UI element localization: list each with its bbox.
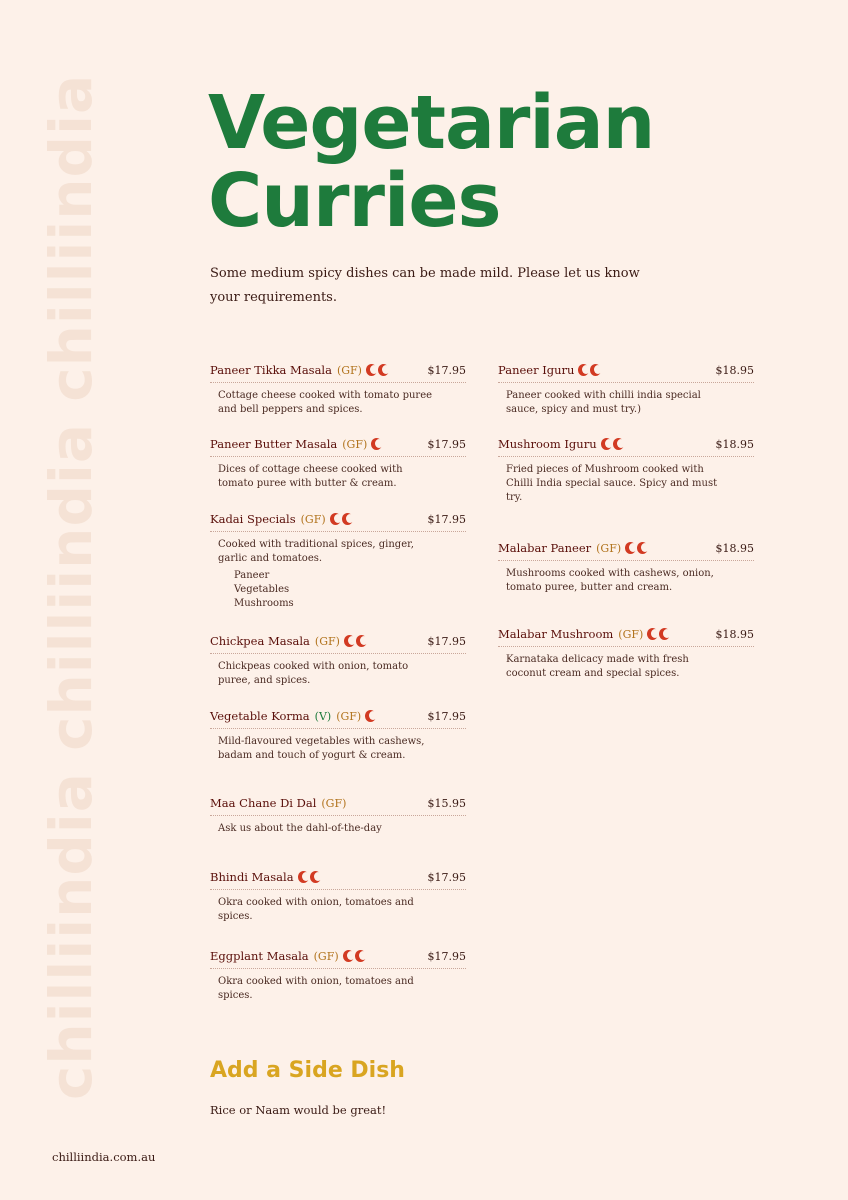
menu-item-title: [210, 437, 383, 451]
dish-description: [210, 389, 438, 417]
menu-item-title: [210, 870, 322, 884]
menu-item-header: [210, 708, 466, 729]
dish-description: [498, 567, 726, 595]
chilli-icon: [625, 542, 636, 554]
chilli-icon: [343, 950, 354, 962]
spice-level: [601, 438, 625, 450]
menu-item-header: [210, 436, 466, 457]
menu-item: [210, 795, 466, 836]
menu-item-title: [210, 949, 367, 963]
gluten-free-tag: (GF): [336, 709, 362, 723]
dish-name: Kadai Specials: [210, 512, 296, 526]
chilli-icon: [365, 710, 376, 722]
menu-item-header: [498, 626, 754, 647]
dish-description: [210, 896, 438, 924]
dish-name: Chickpea Masala: [210, 634, 310, 648]
chilli-icon: [342, 513, 353, 525]
side-dish-text: Rice or Naam would be great!: [210, 1103, 387, 1117]
chilli-icon: [344, 635, 355, 647]
dish-description-text: Karnataka delicacy made with fresh coconut cream and special spices.: [506, 654, 689, 679]
dish-price: $17.95: [427, 870, 466, 884]
dish-description: [498, 653, 726, 681]
website-link[interactable]: chilliindia.com.au: [52, 1150, 156, 1164]
dish-name: Bhindi Masala: [210, 870, 294, 884]
menu-item: [210, 633, 466, 688]
menu-item-title: [210, 363, 390, 377]
gluten-free-tag: (GF): [342, 437, 368, 451]
option-list: [234, 569, 438, 611]
dish-name: Eggplant Masala: [210, 949, 309, 963]
side-dish-heading: Add a Side Dish: [210, 1058, 405, 1083]
gluten-free-tag: (GF): [336, 363, 362, 377]
menu-item-header: [210, 795, 466, 816]
menu-item-header: [498, 362, 754, 383]
intro-text: Some medium spicy dishes can be made mild. Please let us know your requirements.: [210, 266, 640, 305]
dish-price: $17.95: [427, 512, 466, 526]
dish-description: [210, 660, 438, 688]
spice-level: [343, 950, 367, 962]
menu-item: [498, 626, 754, 681]
menu-item-header: [498, 540, 754, 561]
menu-item: [498, 540, 754, 595]
dish-price: $17.95: [427, 363, 466, 377]
chilli-icon: [330, 513, 341, 525]
spice-level: [371, 438, 383, 450]
dish-description-text: Okra cooked with onion, tomatoes and spices.: [218, 897, 414, 922]
menu-item-header: [210, 362, 466, 383]
menu-item-title: [498, 437, 625, 451]
vegan-tag: (V): [314, 709, 332, 723]
chilli-icon: [366, 364, 377, 376]
gluten-free-tag: (GF): [300, 512, 326, 526]
dish-description-text: Okra cooked with onion, tomatoes and spices.: [218, 976, 414, 1001]
chilli-icon: [355, 950, 366, 962]
menu-item-title: [498, 541, 649, 555]
chilli-icon: [647, 628, 658, 640]
dish-description-text: Mushrooms cooked with cashews, onion, tomato puree, butter and cream.: [506, 568, 714, 593]
menu-item-title: [210, 709, 377, 723]
menu-item: [210, 708, 466, 763]
menu-item-title: [210, 796, 346, 810]
spice-level: [647, 628, 671, 640]
spice-level: [366, 364, 390, 376]
menu-item: [210, 869, 466, 924]
menu-item: [498, 362, 754, 417]
option-item: Mushrooms: [234, 598, 294, 609]
dish-name: Paneer Tikka Masala: [210, 363, 332, 377]
menu-item-title: [498, 627, 671, 641]
dish-name: Paneer Iguru: [498, 363, 575, 377]
chilli-icon: [356, 635, 367, 647]
gluten-free-tag: (GF): [321, 796, 347, 810]
gluten-free-tag: (GF): [618, 627, 644, 641]
dish-price: $17.95: [427, 634, 466, 648]
gluten-free-tag: (GF): [596, 541, 622, 555]
dish-description: [210, 822, 438, 836]
spice-level: [330, 513, 354, 525]
dish-name: Vegetable Korma: [210, 709, 310, 723]
dish-price: $17.95: [427, 437, 466, 451]
spice-level: [344, 635, 368, 647]
dish-description: [498, 463, 726, 505]
dish-price: $17.95: [427, 709, 466, 723]
dish-description: [210, 538, 438, 611]
chilli-icon: [637, 542, 648, 554]
dish-price: $15.95: [427, 796, 466, 810]
chilli-icon: [371, 438, 382, 450]
menu-item: [210, 948, 466, 1003]
chilli-icon: [659, 628, 670, 640]
gluten-free-tag: (GF): [313, 949, 339, 963]
chilli-icon: [578, 364, 589, 376]
dish-description-text: Cooked with traditional spices, ginger, garlic and tomatoes.: [218, 539, 414, 564]
dish-price: $18.95: [715, 363, 754, 377]
chilli-icon: [298, 871, 309, 883]
brand-watermark: [37, 0, 164, 1110]
spice-level: [578, 364, 602, 376]
page-title: Vegetarian Curries: [208, 80, 655, 244]
chilli-icon: [601, 438, 612, 450]
option-item: Paneer: [234, 570, 270, 581]
dish-description-text: Paneer cooked with chilli india special sauce, spicy and must try.): [506, 390, 701, 415]
dish-price: $17.95: [427, 949, 466, 963]
menu-item-title: [498, 363, 602, 377]
dish-description-text: Ask us about the dahl-of-the-day: [218, 823, 382, 834]
dish-description-text: Chickpeas cooked with onion, tomato puree, and spices.: [218, 661, 409, 686]
dish-name: Malabar Paneer: [498, 541, 592, 555]
menu-item-header: [210, 869, 466, 890]
spice-level: [298, 871, 322, 883]
dish-description: [210, 975, 438, 1003]
dish-description: [498, 389, 726, 417]
dish-description: [210, 735, 438, 763]
menu-item: [210, 511, 466, 611]
menu-item-header: [210, 633, 466, 654]
gluten-free-tag: (GF): [314, 634, 340, 648]
dish-name: Maa Chane Di Dal: [210, 796, 317, 810]
dish-description-text: Mild-flavoured vegetables with cashews, badam and touch of yogurt & cream.: [218, 736, 425, 761]
menu-item-title: [210, 634, 368, 648]
dish-name: Paneer Butter Masala: [210, 437, 338, 451]
menu-item-header: [498, 436, 754, 457]
chilli-icon: [590, 364, 601, 376]
dish-name: Malabar Mushroom: [498, 627, 614, 641]
menu-item: [210, 436, 466, 491]
dish-description-text: Cottage cheese cooked with tomato puree and bell peppers and spices.: [218, 390, 433, 415]
option-item: Vegetables: [234, 584, 290, 595]
dish-price: $18.95: [715, 437, 754, 451]
chilli-icon: [378, 364, 389, 376]
menu-item-header: [210, 511, 466, 532]
spice-level: [625, 542, 649, 554]
spice-level: [365, 710, 377, 722]
dish-name: Mushroom Iguru: [498, 437, 597, 451]
menu-item-header: [210, 948, 466, 969]
dish-price: $18.95: [715, 627, 754, 641]
watermark-text: chilliindia chilliindia chilliindia: [37, 73, 105, 1100]
dish-description-text: Dices of cottage cheese cooked with tomato puree with butter & cream.: [218, 464, 403, 489]
chilli-icon: [613, 438, 624, 450]
menu-item-title: [210, 512, 354, 526]
menu-item: [498, 436, 754, 505]
chilli-icon: [310, 871, 321, 883]
dish-description: [210, 463, 438, 491]
menu-item: [210, 362, 466, 417]
dish-price: $18.95: [715, 541, 754, 555]
dish-description-text: Fried pieces of Mushroom cooked with Chilli India special sauce. Spicy and must try.: [506, 464, 718, 503]
